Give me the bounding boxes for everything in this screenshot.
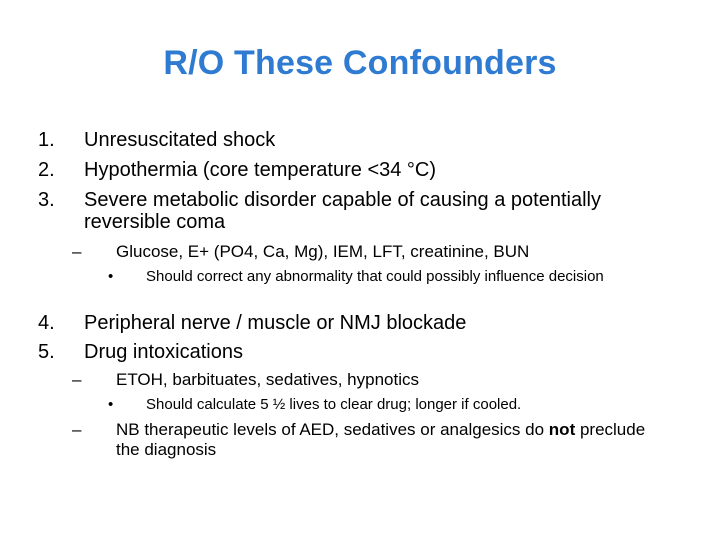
dash-bullet: –: [72, 370, 82, 389]
sub-item-text-after: preclude the diagnosis: [116, 420, 646, 459]
list-number: 5.: [38, 341, 55, 363]
sub-sub-item-text: Should calculate 5 ½ lives to clear drug; longer if cooled.: [146, 396, 522, 413]
emphasis-not: not: [548, 420, 576, 439]
sub-sub-item-calculate: [108, 396, 638, 413]
dot-bullet: •: [108, 268, 114, 285]
sub-item-nb: [72, 420, 672, 460]
sub-item-text-before: NB therapeutic levels of AED, sedatives or analgesics do: [116, 420, 549, 439]
sub-item-text: [116, 420, 672, 460]
list-item-4: [38, 312, 688, 334]
sub-item-text: ETOH, barbituates, sedatives, hypnotics: [116, 370, 420, 389]
list-item-text: Drug intoxications: [84, 341, 243, 363]
sub-item-glucose: [72, 242, 672, 262]
list-item-text: Severe metabolic disorder capable of causing a potentially reversible coma: [84, 189, 601, 233]
list-item-text: Peripheral nerve / muscle or NMJ blockade: [84, 312, 467, 334]
dot-bullet: •: [108, 396, 114, 413]
list-item-3: [38, 189, 688, 233]
list-number: 1.: [38, 129, 55, 151]
slide-title: R/O These Confounders: [163, 44, 557, 82]
sub-item-etoh: [72, 370, 672, 390]
list-item-5: [38, 341, 688, 363]
list-item-text: Unresuscitated shock: [84, 129, 276, 151]
sub-item-text: Glucose, E+ (PO4, Ca, Mg), IEM, LFT, creatinine, BUN: [116, 242, 530, 261]
list-item-2: [38, 159, 688, 181]
list-number: 4.: [38, 312, 55, 334]
list-item-text: Hypothermia (core temperature <34 °C): [84, 159, 437, 181]
dash-bullet: –: [72, 420, 82, 439]
list-number: 2.: [38, 159, 55, 181]
list-number: 3.: [38, 189, 55, 211]
list-item-1: [38, 129, 688, 151]
dash-bullet: –: [72, 242, 82, 261]
sub-sub-item-correct: [108, 268, 638, 285]
sub-sub-item-text: Should correct any abnormality that could possibly influence decision: [146, 268, 604, 285]
